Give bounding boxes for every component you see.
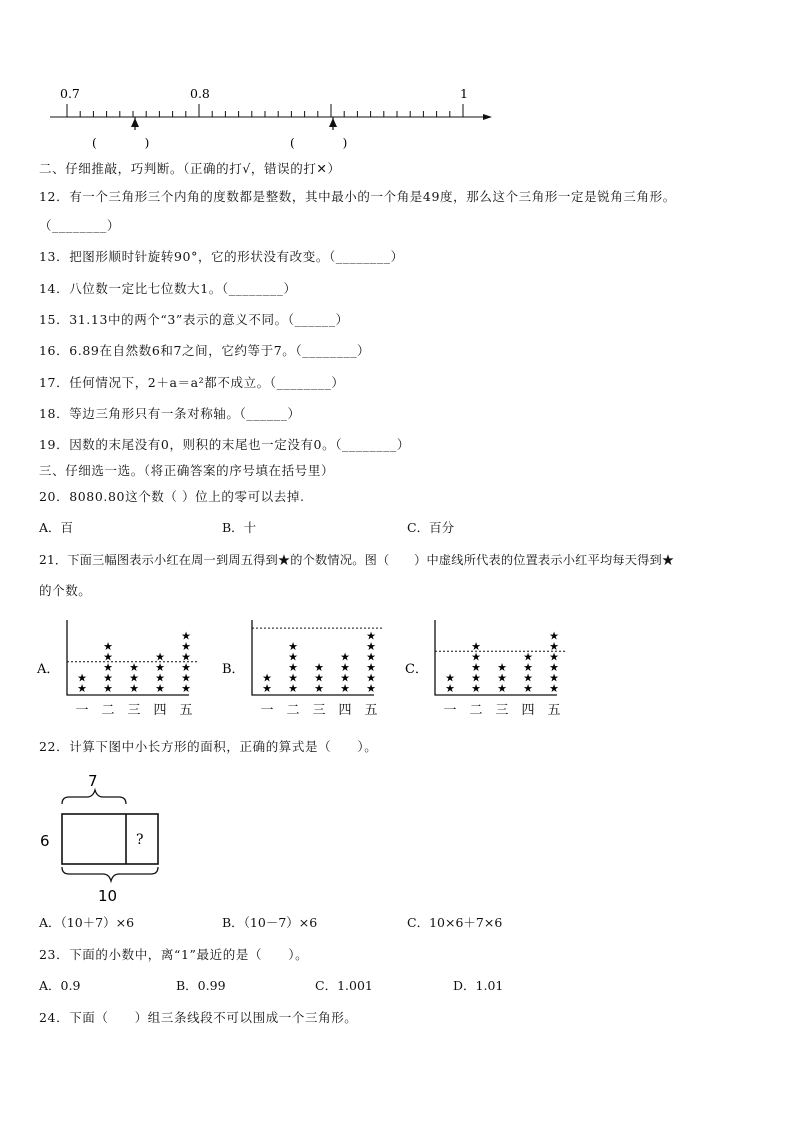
q21-day-label: 三 bbox=[495, 703, 509, 718]
question-14: 14．八位数一定比七位数大1。（________） bbox=[39, 281, 297, 296]
q21-day-label: 五 bbox=[547, 703, 561, 718]
number-line-label-0-7: 0.7 bbox=[60, 86, 80, 101]
q21-star: ★ bbox=[155, 682, 165, 695]
q21-day-label: 三 bbox=[127, 703, 141, 718]
q21-star: ★ bbox=[549, 661, 559, 674]
q20-option-c: C．百分 bbox=[407, 520, 455, 535]
q22-big-rectangle bbox=[62, 814, 158, 864]
question-15: 15．31.13中的两个“3”表示的意义不同。（______） bbox=[39, 312, 349, 327]
q21-star: ★ bbox=[366, 682, 376, 695]
question-16: 16．6.89在自然数6和7之间，它约等于7。（________） bbox=[39, 343, 371, 358]
q21-day-label: 二 bbox=[469, 703, 483, 718]
number-line-label-1: 1 bbox=[460, 86, 468, 101]
question-21-line1: 21．下面三幅图表示小红在周一到周五得到★的个数情况。图（ ）中虚线所代表的位置表示小红平均每天得到★ bbox=[39, 553, 675, 567]
q23-option-a: A．0.9 bbox=[39, 978, 81, 993]
q22-figure bbox=[35, 768, 175, 908]
q21-star: ★ bbox=[77, 671, 87, 685]
q21-star: ★ bbox=[181, 629, 191, 643]
question-12: 12．有一个三角形三个内角的度数都是整数，其中最小的一个角是49度，那么这个三角形一定是锐角三角形。 bbox=[39, 189, 676, 204]
question-17: 17．任何情况下，2＋a＝a²都不成立。（________） bbox=[39, 375, 345, 390]
q21-star: ★ bbox=[445, 682, 455, 695]
q21-star: ★ bbox=[181, 650, 191, 664]
q21-star: ★ bbox=[471, 671, 481, 685]
q21-star: ★ bbox=[155, 650, 165, 664]
q21-graph-label: C． bbox=[405, 662, 428, 677]
q21-graphs bbox=[35, 615, 575, 725]
q21-star: ★ bbox=[181, 682, 191, 695]
question-18: 18．等边三角形只有一条对称轴。（______） bbox=[39, 406, 301, 421]
q21-star: ★ bbox=[340, 671, 350, 685]
q22-figure-svg bbox=[35, 768, 175, 908]
number-line bbox=[40, 80, 500, 155]
q21-star: ★ bbox=[549, 682, 559, 695]
q21-star: ★ bbox=[314, 682, 324, 695]
question-23: 23．下面的小数中，离“1”最近的是（ ）。 bbox=[39, 947, 309, 962]
number-line-ticks bbox=[67, 104, 463, 117]
q22-unknown-label: ? bbox=[136, 832, 144, 848]
q21-star: ★ bbox=[288, 640, 298, 653]
q21-star: ★ bbox=[549, 650, 559, 664]
number-line-blank-1: ( ) bbox=[92, 136, 150, 150]
question-21-line2: 的个数。 bbox=[39, 583, 92, 598]
q21-star: ★ bbox=[471, 682, 481, 695]
q21-star: ★ bbox=[471, 640, 481, 653]
q21-star: ★ bbox=[77, 682, 87, 695]
q21-star: ★ bbox=[445, 671, 455, 685]
q21-star: ★ bbox=[340, 650, 350, 664]
q21-star: ★ bbox=[549, 671, 559, 685]
question-13: 13．把图形顺时针旋转90°，它的形状没有改变。（________） bbox=[39, 249, 404, 264]
q21-star: ★ bbox=[549, 640, 559, 653]
q21-day-label: 一 bbox=[75, 703, 89, 718]
q22-option-b: B．（10－7）×6 bbox=[222, 915, 318, 930]
q21-star: ★ bbox=[288, 671, 298, 685]
q21-star: ★ bbox=[129, 661, 139, 674]
q21-star: ★ bbox=[366, 661, 376, 674]
q21-star: ★ bbox=[314, 661, 324, 674]
q21-graphs-svg bbox=[35, 615, 575, 725]
q22-bottom-label: 10 bbox=[98, 887, 118, 905]
number-line-label-0-8: 0.8 bbox=[190, 86, 210, 101]
q23-option-c: C．1.001 bbox=[315, 978, 373, 993]
q21-day-label: 二 bbox=[286, 703, 300, 718]
q21-day-label: 一 bbox=[260, 703, 274, 718]
q21-star: ★ bbox=[288, 661, 298, 674]
q21-star: ★ bbox=[129, 671, 139, 685]
q21-star: ★ bbox=[288, 682, 298, 695]
q22-option-a: A．（10＋7）×6 bbox=[39, 915, 135, 930]
q21-star: ★ bbox=[155, 661, 165, 674]
q23-option-b: B．0.99 bbox=[176, 978, 226, 993]
number-line-blank-2: ( ) bbox=[290, 136, 348, 150]
question-12-blank: （________） bbox=[39, 218, 120, 233]
q21-day-label: 四 bbox=[338, 703, 352, 718]
q21-star: ★ bbox=[103, 661, 113, 674]
q21-star: ★ bbox=[523, 650, 533, 664]
q21-day-label: 四 bbox=[521, 703, 535, 718]
q22-option-c: C．10×6＋7×6 bbox=[407, 915, 503, 930]
q22-bottom-brace bbox=[62, 867, 158, 881]
section2-heading: 二、仔细推敲，巧判断。（正确的打√，错误的打✕） bbox=[39, 161, 341, 176]
q21-star: ★ bbox=[314, 671, 324, 685]
q22-side-label: 6 bbox=[40, 832, 50, 850]
q21-star: ★ bbox=[262, 682, 272, 695]
q20-option-a: A．百 bbox=[39, 520, 74, 535]
question-24: 24．下面（ ）组三条线段不可以围成一个三角形。 bbox=[39, 1010, 358, 1025]
q21-star: ★ bbox=[497, 661, 507, 674]
q20-option-b: B．十 bbox=[222, 520, 257, 535]
number-line-marker-1 bbox=[131, 117, 139, 130]
q21-star: ★ bbox=[340, 682, 350, 695]
q21-star: ★ bbox=[366, 650, 376, 664]
question-20: 20．8080.80这个数（ ）位上的零可以去掉. bbox=[39, 489, 305, 504]
q21-graph-label: A． bbox=[37, 662, 60, 677]
section3-heading: 三、仔细选一选。（将正确答案的序号填在括号里） bbox=[39, 463, 335, 478]
q21-star: ★ bbox=[366, 640, 376, 653]
q21-star: ★ bbox=[523, 671, 533, 685]
number-line-svg bbox=[40, 80, 500, 155]
number-line-arrowhead bbox=[483, 114, 492, 120]
q21-day-label: 四 bbox=[153, 703, 167, 718]
q21-star: ★ bbox=[129, 682, 139, 695]
q21-star: ★ bbox=[471, 650, 481, 664]
q21-star: ★ bbox=[103, 671, 113, 685]
q21-star: ★ bbox=[366, 671, 376, 685]
number-line-marker-2 bbox=[329, 117, 337, 130]
question-19: 19．因数的末尾没有0，则积的末尾也一定没有0。（________） bbox=[39, 437, 410, 452]
q21-day-label: 一 bbox=[443, 703, 457, 718]
q21-star: ★ bbox=[262, 671, 272, 685]
q21-star: ★ bbox=[181, 640, 191, 653]
q21-star: ★ bbox=[155, 671, 165, 685]
q21-star: ★ bbox=[497, 671, 507, 685]
q21-star: ★ bbox=[523, 661, 533, 674]
q21-star: ★ bbox=[366, 629, 376, 643]
q21-star: ★ bbox=[103, 682, 113, 695]
q21-star: ★ bbox=[471, 661, 481, 674]
q22-top-label: 7 bbox=[88, 772, 98, 790]
q21-day-label: 五 bbox=[179, 703, 193, 718]
q21-star: ★ bbox=[181, 661, 191, 674]
q21-star: ★ bbox=[497, 682, 507, 695]
q22-top-brace bbox=[62, 790, 126, 804]
question-22: 22．计算下图中小长方形的面积，正确的算式是（ ）。 bbox=[39, 739, 378, 754]
q21-day-label: 二 bbox=[101, 703, 115, 718]
q21-day-label: 三 bbox=[312, 703, 326, 718]
q21-graph-label: B． bbox=[222, 662, 245, 677]
q21-star: ★ bbox=[103, 640, 113, 653]
q21-star: ★ bbox=[523, 682, 533, 695]
q21-star: ★ bbox=[103, 650, 113, 664]
q21-star: ★ bbox=[549, 629, 559, 643]
q23-option-d: D．1.01 bbox=[453, 978, 504, 993]
q21-star: ★ bbox=[181, 671, 191, 685]
q21-star: ★ bbox=[340, 661, 350, 674]
q21-day-label: 五 bbox=[364, 703, 378, 718]
q21-star: ★ bbox=[288, 650, 298, 664]
